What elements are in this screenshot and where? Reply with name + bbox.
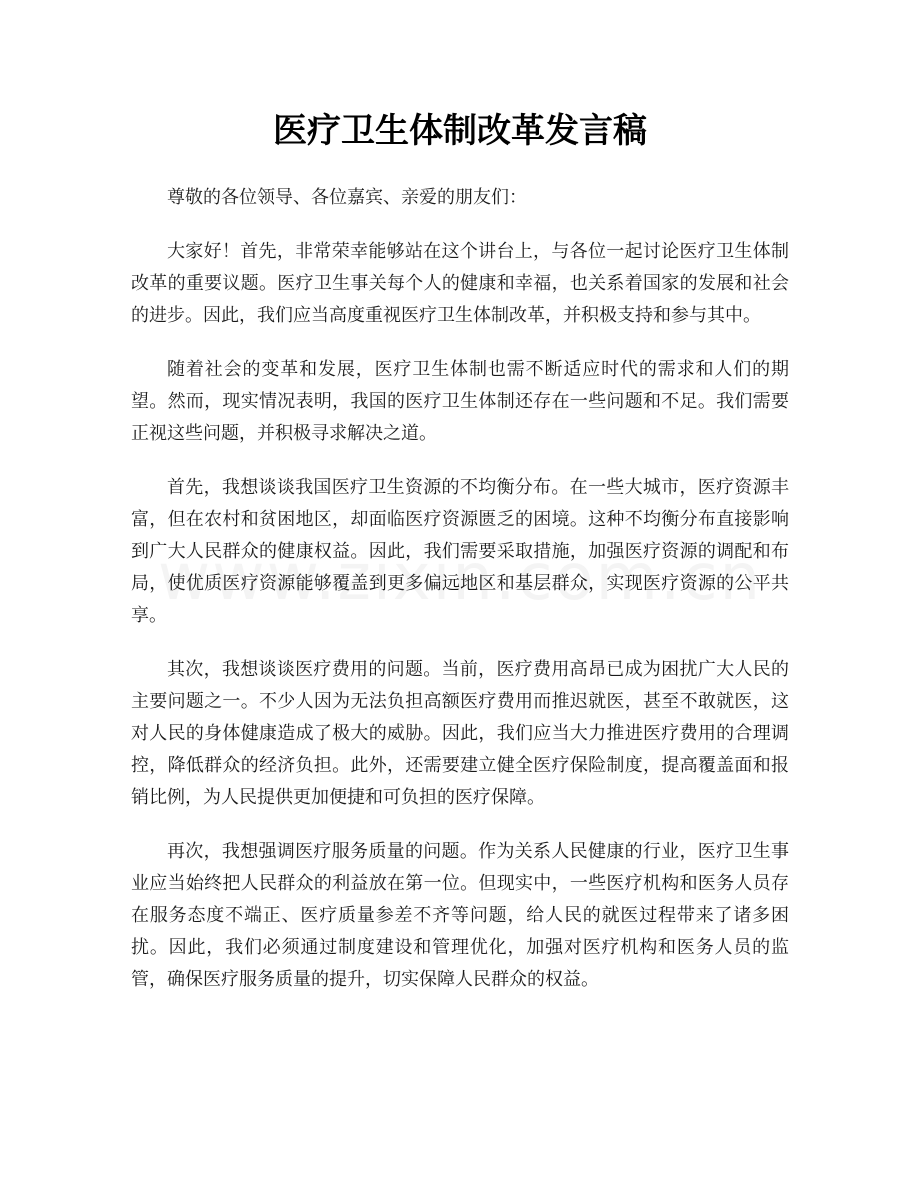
body-paragraph: 再次，我想强调医疗服务质量的问题。作为关系人民健康的行业，医疗卫生事业应当始终把人民群众的利益放在第一位。但现实中，一些医疗机构和医务人员存在服务态度不端正、医疗质量参差不齐等问题，给人民的就医过程带来了诸多困扰。因此，我们必须通过制度建设和管理优化，加强对医疗机构和医务人员的监管，确保医疗服务质量的提升，切实保障人民群众的权益。: [131, 841, 789, 990]
body-paragraph: 其次，我想谈谈医疗费用的问题。当前，医疗费用高昂已成为困扰广大人民的主要问题之一。不少人因为无法负担高额医疗费用而推迟就医，甚至不敢就医，这对人民的身体健康造成了极大的威胁。因此，我们应当大力推进医疗费用的合理调控，降低群众的经济负担。此外，还需要建立健全医疗保险制度，提高覆盖面和报销比例，为人民提供更加便捷和可负担的医疗保障。: [131, 659, 789, 808]
document-title: 医疗卫生体制改革发言稿: [273, 111, 647, 151]
salutation-paragraph: 尊敬的各位领导、各位嘉宾、亲爱的朋友们：: [167, 187, 527, 208]
body-paragraph: 大家好！首先，非常荣幸能够站在这个讲台上，与各位一起讨论医疗卫生体制改革的重要议题。医疗卫生事关每个人的健康和幸福，也关系着国家的发展和社会的进步。因此，我们应当高度重视医疗卫生体制改革，并积极支持和参与其中。: [131, 241, 789, 326]
body-paragraph: 随着社会的变革和发展，医疗卫生体制也需不断适应时代的需求和人们的期望。然而，现实情况表明，我国的医疗卫生体制还存在一些问题和不足。我们需要正视这些问题，并积极寻求解决之道。: [131, 359, 789, 444]
body-paragraph: 首先，我想谈谈我国医疗卫生资源的不均衡分布。在一些大城市，医疗资源丰富，但在农村和贫困地区，却面临医疗资源匮乏的困境。这种不均衡分布直接影响到广大人民群众的健康权益。因此，我们需要采取措施，加强医疗资源的调配和布局，使优质医疗资源能够覆盖到更多偏远地区和基层群众，实现医疗资源的公平共享。: [131, 477, 789, 626]
document-body: [131, 182, 789, 1018]
